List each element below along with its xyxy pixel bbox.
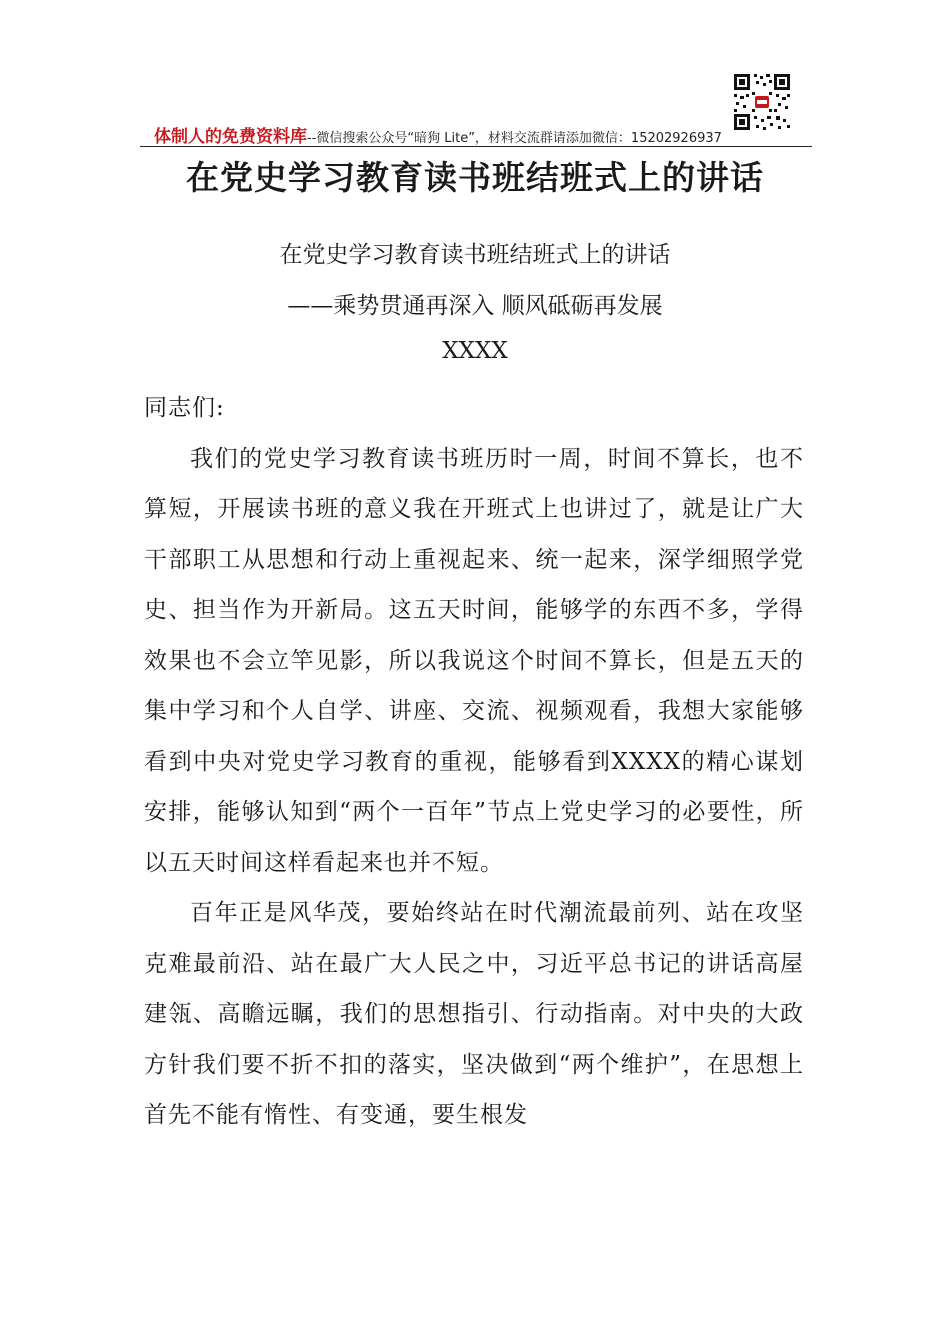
document-tagline: ——乘势贯通再深入 顺风砥砺再发展 [287, 293, 663, 319]
document-author: XXXX [442, 338, 508, 364]
document-body [144, 383, 804, 1141]
paragraph-2: 百年正是风华茂，要始终站在时代潮流最前列、站在攻坚克难最前沿、站在最广大人民之中，习近平总书记的讲话高屋建瓴、高瞻远瞩，我们的思想指引、行动指南。对中央的大政方针我们要不折不扣的落实，坚决做到“两个维护”，在思想上首先不能有惰性、有变通，要生根发 [144, 900, 804, 1128]
salutation: 同志们: [144, 395, 225, 421]
document-subtitle: 在党史学习教育读书班结班式上的讲话 [279, 242, 671, 268]
page-header [140, 118, 812, 148]
paragraph-1: 我们的党史学习教育读书班历时一周，时间不算长，也不算短，开展读书班的意义我在开班式上也讲过了，就是让广大干部职工从思想和行动上重视起来、统一起来，深学细照学党史、担当作为开新局。这五天时间，能够学的东西不多，学得效果也不会立竿见影，所以我说这个时间不算长，但是五天的集中学习和个人自学、讲座、交流、视频观看，我想大家能够看到中央对党史学习教育的重视，能够看到XXXX的精心谋划安排，能够认知到“两个一百年”节点上党史学习的必要性，所以五天时间这样看起来也并不短。 [144, 445, 804, 876]
header-text [154, 122, 722, 147]
header-note: --微信搜索公众号“暗狗 Lite”，材料交流群请添加微信：15202926937 [307, 131, 722, 146]
qr-code-icon [732, 72, 792, 132]
header-brand: 体制人的免费资料库 [154, 127, 307, 147]
document-title: 在党史学习教育读书班结班式上的讲话 [186, 158, 764, 197]
header-divider [140, 146, 812, 147]
